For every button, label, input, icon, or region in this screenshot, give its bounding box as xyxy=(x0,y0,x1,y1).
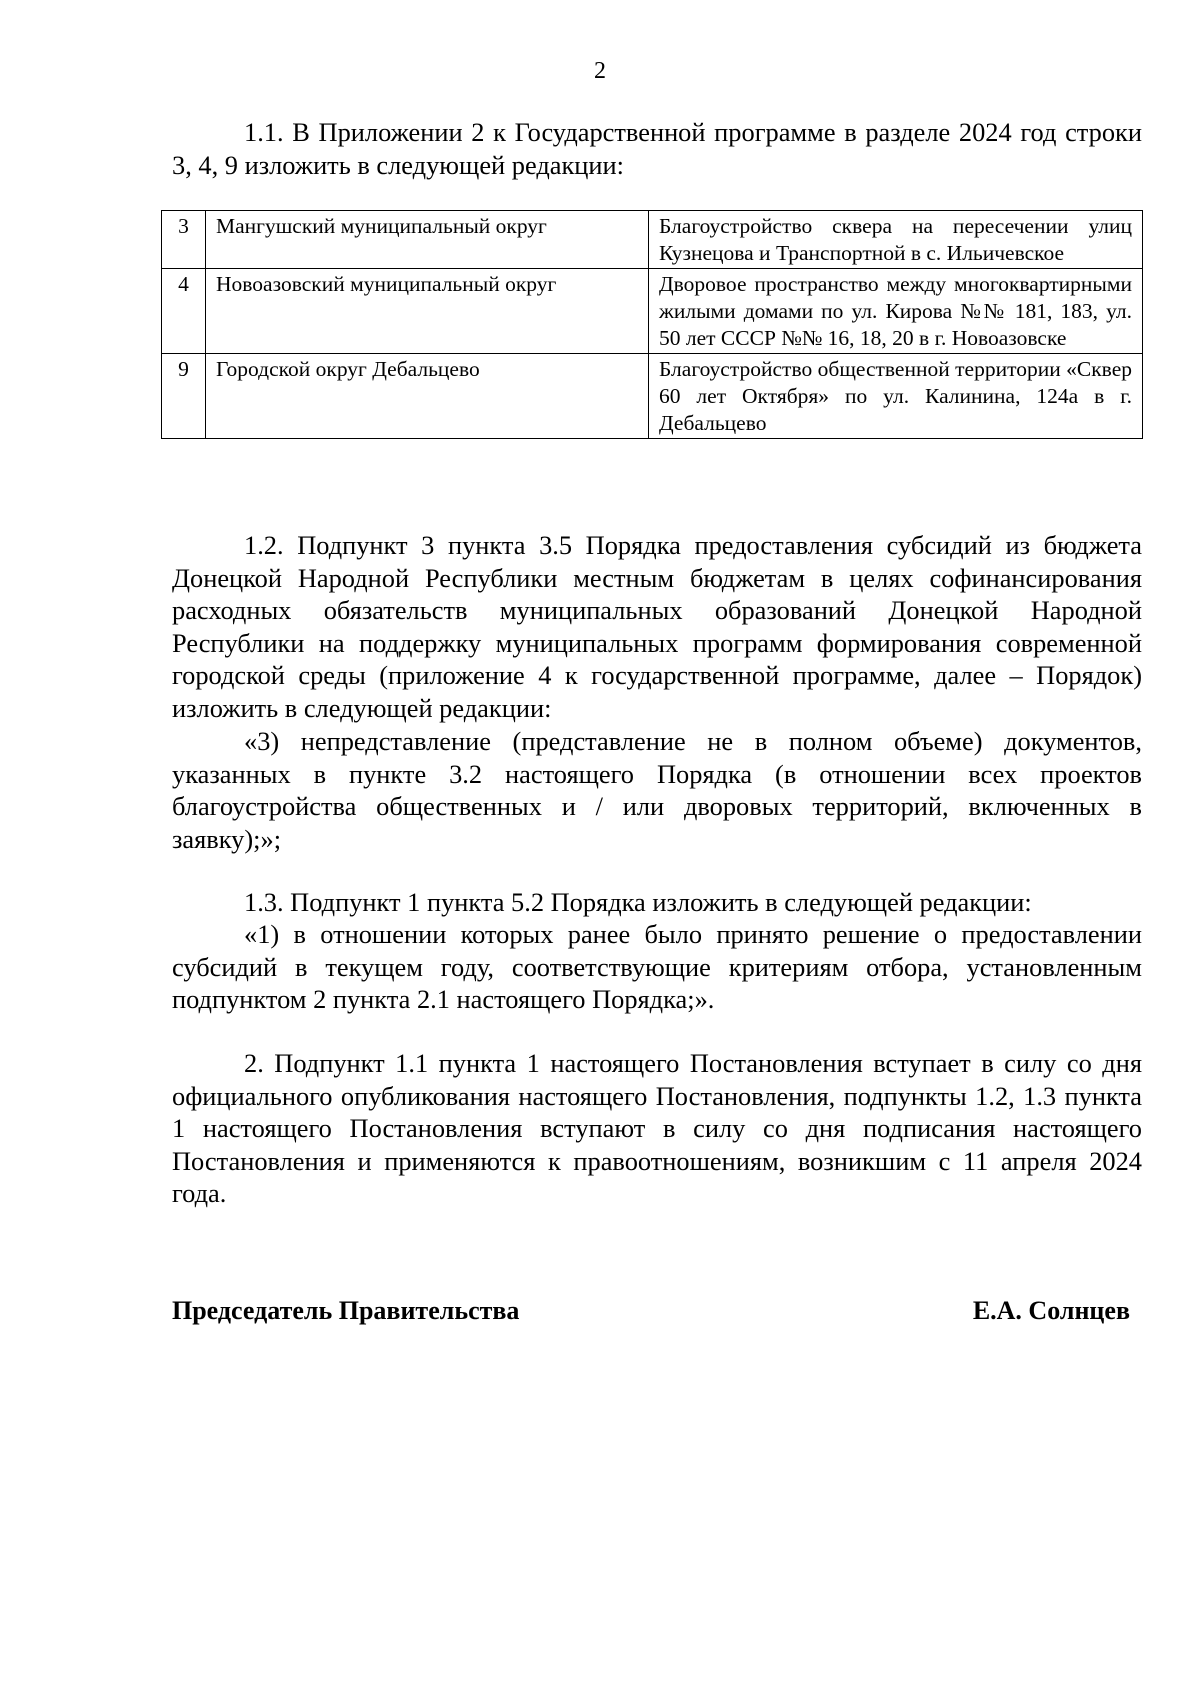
district-cell: Мангушский муниципальный округ xyxy=(206,211,649,269)
district-cell: Городской округ Дебальцево xyxy=(206,354,649,439)
row-number-cell: 3 xyxy=(162,211,206,269)
intro-paragraph: 1.1. В Приложении 2 к Государственной программе в разделе 2024 год строки 3, 4, 9 изложить в следующей редакции: xyxy=(172,117,1142,180)
district-cell: Новоазовский муниципальный округ xyxy=(206,269,649,354)
object-cell: Дворовое пространство между многоквартирными жилыми домами по ул. Кирова №№ 181, 183, ул. 50 лет СССР №№ 16, 18, 20 в г. Новоазовске xyxy=(649,269,1143,354)
signatory-name: Е.А. Солнцев xyxy=(972,1296,1130,1325)
paragraph-2: 2. Подпункт 1.1 пункта 1 настоящего Постановления вступает в силу со дня официального опубликования настоящего Постановления, подпункты 1.2, 1.3 пункта 1 настоящего Постановления вступают в силу со дня подписания настоящего Постановления и применяются к правоотношениям, возникшим с 11 апреля 2024 года. xyxy=(172,1048,1142,1208)
table-row xyxy=(162,269,1143,354)
object-cell: Благоустройство общественной территории «Сквер 60 лет Октября» по ул. Калинина, 124а в г. Дебальцево xyxy=(649,354,1143,439)
paragraph-1-3: 1.3. Подпункт 1 пункта 5.2 Порядка изложить в следующей редакции: xyxy=(244,887,1032,917)
row-number-cell: 4 xyxy=(162,269,206,354)
table-row xyxy=(162,354,1143,439)
table-row xyxy=(162,211,1143,269)
paragraph-1-2: 1.2. Подпункт 3 пункта 3.5 Порядка предоставления субсидий из бюджета Донецкой Народной Республики местным бюджетам в целях софинансирования расходных обязательств муниципальных образований Донецкой Народной Республики на поддержку муниципальных программ формирования современной городской среды (приложение 4 к государственной программе, далее – Порядок) изложить в следующей редакции: xyxy=(172,530,1142,723)
object-cell: Благоустройство сквера на пересечении улиц Кузнецова и Транспортной в с. Ильичевское xyxy=(649,211,1143,269)
page-number: 2 xyxy=(594,58,606,84)
signatory-title: Председатель Правительства xyxy=(172,1296,520,1325)
amendment-table xyxy=(161,210,1143,439)
row-number-cell: 9 xyxy=(162,354,206,439)
paragraph-1-2-quote: «3) непредставление (представление не в полном объеме) документов, указанных в пункте 3.2 настоящего Порядка (в отношении всех проектов благоустройства общественных и / или дворовых территорий, включенных в заявку);»; xyxy=(172,726,1142,854)
paragraph-1-3-quote: «1) в отношении которых ранее было принято решение о предоставлении субсидий в текущем году, соответствующие критериям отбора, установленным подпунктом 2 пункта 2.1 настоящего Порядка;». xyxy=(172,919,1142,1014)
